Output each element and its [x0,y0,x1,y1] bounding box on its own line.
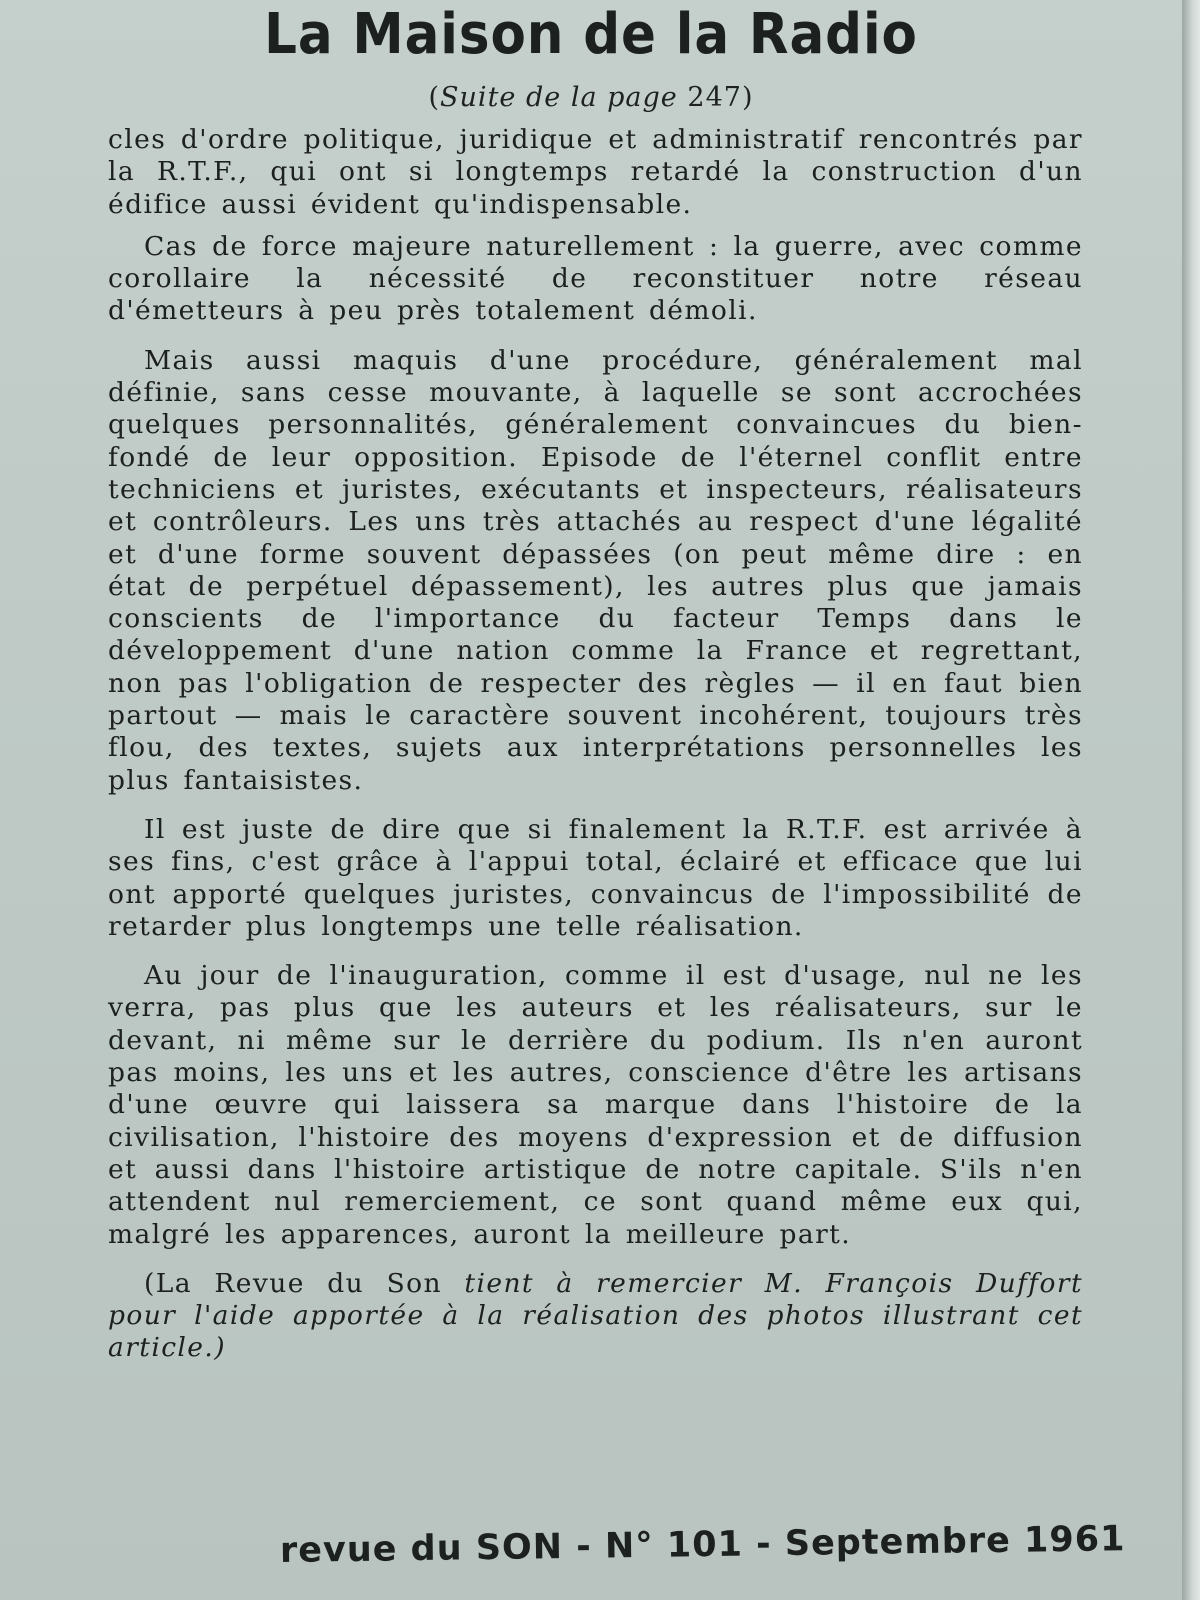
photo-credit-note [108,1268,1083,1365]
page-title: La Maison de la Radio [264,2,918,67]
page-edge [1182,0,1200,1600]
article-paragraph-1: cles d'ordre politique, juridique et administratif rencontrés par la R.T.F., qui ont si longtemps retardé la construction d'un édifice aussi évident qu'indispensable. [108,124,1083,220]
continued-from-note [0,82,1182,113]
credit-close-paren: ) [214,1332,226,1364]
article-paragraph-5: Au jour de l'inauguration, comme il est d'usage, nul ne les verra, pas plus que les auteurs et les réalisateurs, sur le devant, ni même sur le derrière du podium. Ils n'en auront pas moins, les uns et les autres, conscience d'être les artisans d'une œuvre qui laissera sa marque dans l'histoire de la civilisation, l'histoire des moyens d'expression et de diffusion et aussi dans l'histoire artistique de notre capitale. S'ils n'en attendent nul remerciement, ce sont quand même eux qui, malgré les apparences, auront la meilleure part. [108,960,1083,1250]
continued-open-paren: ( [428,82,441,113]
continued-close-paren: ) [741,82,754,113]
article-paragraph-3: Mais aussi maquis d'une procédure, généralement mal définie, sans cesse mouvante, à laquelle se sont accrochées quelques personnalités, généralement convaincues du bien-fondé de leur opposition. Episode de l'éternel conflit entre techniciens et juristes, exécutants et inspecteurs, réalisateurs et contrôleurs. Les uns très attachés au respect d'une légalité et d'une forme souvent dépassées (on peut même dire : en état de perpétuel dépassement), les autres plus que jamais conscients de l'importance du facteur Temps dans le développement d'une nation comme la France et regrettant, non pas l'obligation de respecter des règles — il en faut bien partout — mais le caractère souvent incohérent, toujours très flou, des textes, sujets aux interprétations personnelles les plus fantaisistes. [108,344,1083,796]
page-footer: revue du SON - N° 101 - Septembre 1961 [279,1519,1126,1571]
article-paragraph-2: Cas de force majeure naturellement : la guerre, avec comme corollaire la nécessité de reconstituer notre réseau d'émetteurs à peu près totalement démoli. [108,230,1083,327]
continued-label: Suite de la page [440,82,678,113]
continued-page-number: 247 [687,82,742,113]
article-body [108,124,1083,1365]
credit-publication-name: La Revue du Son [155,1267,442,1299]
article-paragraph-4: Il est juste de dire que si finalement la R.T.F. est arrivée à ses fins, c'est grâce à l'appui total, éclairé et efficace que lui ont apporté quelques juristes, convaincus de l'impossibilité de retarder plus longtemps une telle réalisation. [108,813,1083,942]
credit-text: tient à remercier M. François Duffort pour l'aide apportée à la réalisation des photos illustrant cet article. [108,1267,1083,1364]
credit-open-paren: ( [144,1267,156,1299]
